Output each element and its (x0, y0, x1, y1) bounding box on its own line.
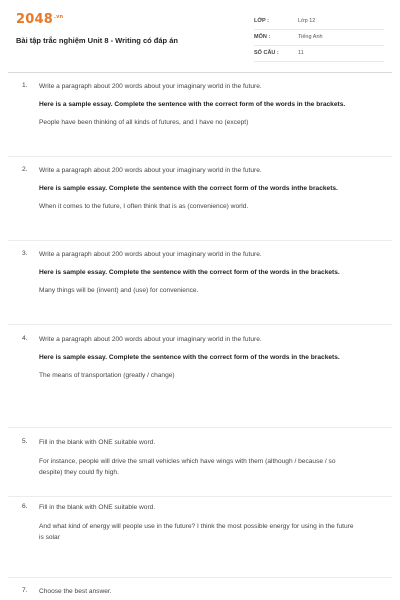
meta-row-question-count (254, 48, 384, 62)
question-instruction: Here is a sample essay. Complete the sentence with the correct form of the words in the brackets. (39, 101, 346, 108)
question-number: 7. (22, 587, 28, 594)
question-prompt: Write a paragraph about 200 words about your imaginary world in the future. (39, 251, 262, 258)
question-prompt: Write a paragraph about 200 words about your imaginary world in the future. (39, 167, 262, 174)
question-instruction: Here is sample essay. Complete the sentence with the correct form of the words in the brackets. (39, 354, 340, 361)
meta-value: 11 (298, 50, 304, 56)
meta-value: Lớp 12 (298, 18, 316, 24)
question-separator (8, 324, 392, 325)
question-separator (8, 577, 392, 578)
question-text: The means of transportation (greatly / change) (39, 372, 175, 379)
question-text: For instance, people will drive the small vehicles which have wings with them (although / because / so despite) they could fly high. (39, 458, 336, 476)
question-number: 5. (22, 438, 28, 445)
question-number: 4. (22, 335, 28, 342)
question-prompt: Choose the best answer. (39, 588, 112, 595)
meta-value: Tiếng Anh (298, 34, 323, 40)
question-text: When it comes to the future, I often think that is as (convenience) world. (39, 203, 249, 210)
question-prompt: Fill in the blank with ONE suitable word. (39, 504, 156, 511)
question-number: 2. (22, 166, 28, 173)
question-separator (8, 427, 392, 428)
question-text: Many things will be (invent) and (use) for convenience. (39, 287, 199, 294)
document-meta (254, 16, 384, 64)
question-separator (8, 496, 392, 497)
question-number: 6. (22, 503, 28, 510)
question-number: 3. (22, 250, 28, 257)
document-header (16, 12, 384, 70)
question-text: People have been thinking of all kinds of futures, and I have no (except) (39, 119, 249, 126)
site-logo[interactable]: $2048^{.vn}$ (16, 12, 64, 27)
question-instruction: Here is sample essay. Complete the sentence with the correct form of the words in the brackets. (39, 269, 340, 276)
header-divider (8, 72, 392, 73)
meta-row-subject (254, 32, 384, 46)
document-title: Bài tập trắc nghiệm Unit 8 - Writing có đáp án (16, 36, 178, 45)
meta-label: LỚP : (254, 18, 269, 24)
question-number: 1. (22, 82, 28, 89)
question-separator (8, 156, 392, 157)
question-text: And what kind of energy will people use in the future? I think the most possible energy for using in the future is solar (39, 523, 354, 541)
question-separator (8, 240, 392, 241)
question-instruction: Here is sample essay. Complete the sentence with the correct form of the words inthe brackets. (39, 185, 338, 192)
question-prompt: Write a paragraph about 200 words about your imaginary world in the future. (39, 336, 262, 343)
meta-row-class (254, 16, 384, 30)
question-prompt: Write a paragraph about 200 words about your imaginary world in the future. (39, 83, 262, 90)
meta-label: MÔN : (254, 34, 271, 40)
meta-label: SỐ CÂU : (254, 50, 279, 56)
question-prompt: Fill in the blank with ONE suitable word. (39, 439, 156, 446)
